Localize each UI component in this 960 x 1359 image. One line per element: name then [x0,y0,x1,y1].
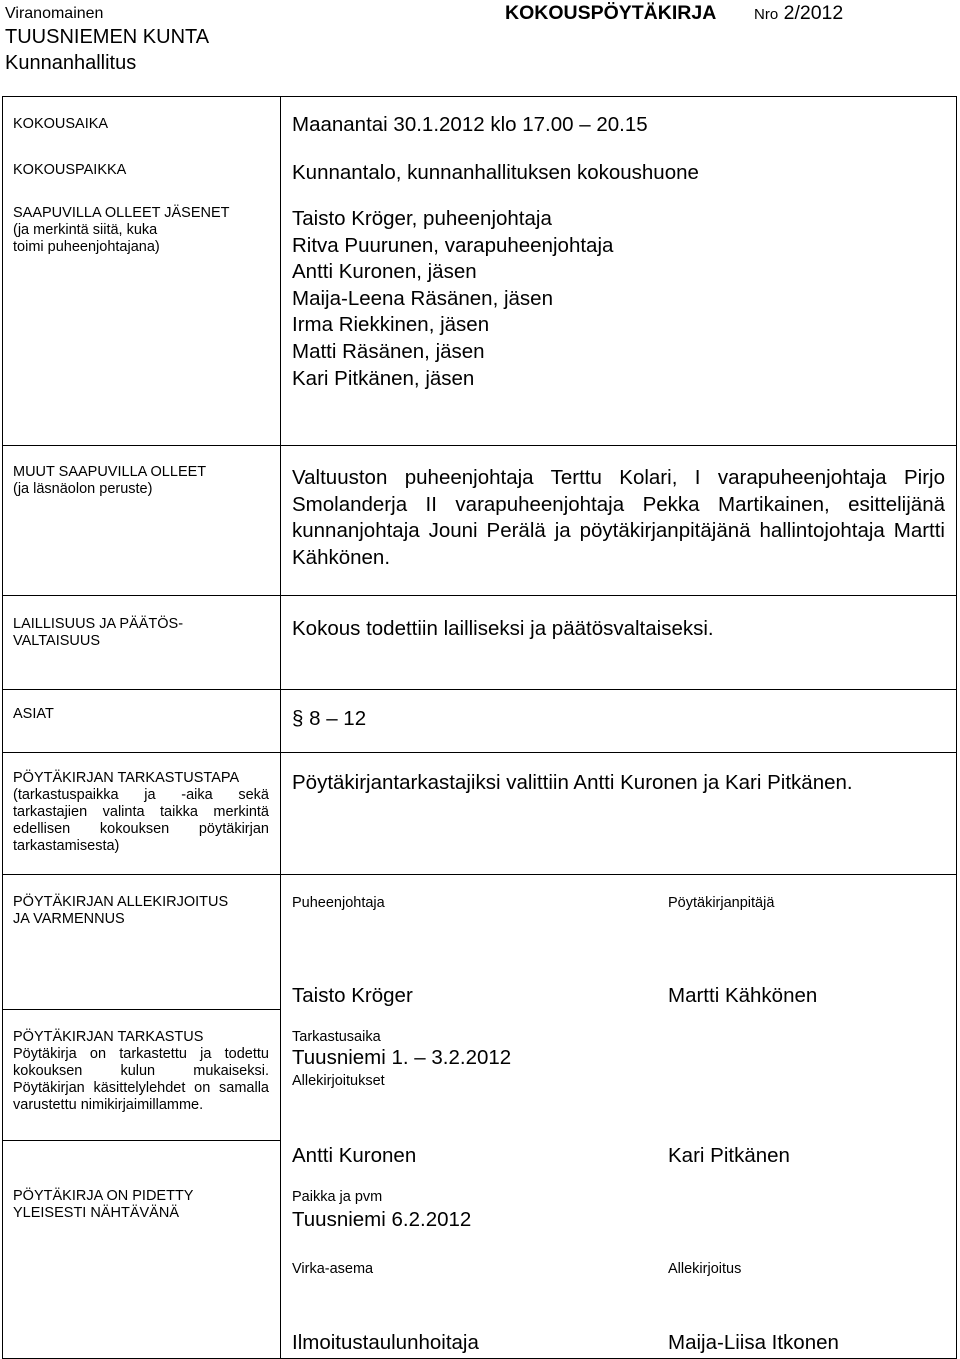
review-method-note: (tarkastuspaikka ja -aika sekä tarkastajien valinta taikka merkintä edellisen kokouksen pöytäkirjan tarkastamisesta) [13,787,269,854]
secretary-name: Martti Kähkönen [668,984,818,1007]
place-date-label: Paikka ja pvm [292,1189,383,1205]
inspection-signatures-label: Allekirjoitukset [292,1073,385,1089]
row-divider-7 [2,1140,280,1141]
document-number [754,2,843,26]
inspector-1-name: Antti Kuronen [292,1144,417,1167]
legality-value: Kokous todettiin lailliseksi ja päätösvaltaiseksi. [292,617,714,640]
municipality-name: TUUSNIEMEN KUNTA [5,26,210,48]
legality-label-line: VALTAISUUS [13,633,101,649]
members-present-label-line: SAAPUVILLA OLLEET JÄSENET [13,205,230,221]
chair-name: Taisto Kröger [292,984,413,1007]
inspection-time-label: Tarkastusaika [292,1029,381,1045]
review-method-label: PÖYTÄKIRJAN TARKASTUSTAPA [13,770,240,786]
section-sign-icon: § [292,707,304,730]
member-entry: Kari Pitkänen, jäsen [292,366,475,390]
public-display-label-line: PÖYTÄKIRJA ON PIDETTY [13,1188,194,1204]
document-type: KOKOUSPÖYTÄKIRJA [505,2,717,24]
chair-role-label: Puheenjohtaja [292,895,385,911]
row-divider-3 [2,689,957,690]
meeting-time-label: KOKOUSAIKA [13,116,109,132]
board-name: Kunnanhallitus [5,52,137,74]
position-label: Virka-asema [292,1261,374,1277]
row-divider-1 [2,445,957,446]
member-entry: Irma Riekkinen, jäsen [292,313,490,337]
agenda-items-range: 8 – 12 [309,707,367,730]
signer-name: Maija-Liisa Itkonen [668,1331,839,1354]
member-entry: Taisto Kröger, puheenjohtaja [292,207,552,230]
member-entry: Matti Räsänen, jäsen [292,339,485,363]
signatures-label-line: JA VARMENNUS [13,911,125,927]
row-divider-5 [2,874,957,875]
signatures-label-line: PÖYTÄKIRJAN ALLEKIRJOITUS [13,894,229,910]
members-present-list [292,206,613,392]
others-present-label-line: (ja läsnäolon peruste) [13,481,153,497]
members-present-label [13,205,230,256]
signature-label: Allekirjoitus [668,1261,742,1277]
public-display-label-line: YLEISESTI NÄHTÄVÄNÄ [13,1205,179,1221]
others-present-label-line: MUUT SAAPUVILLA OLLEET [13,464,207,480]
member-entry: Antti Kuronen, jäsen [292,260,477,284]
meeting-place-value: Kunnantalo, kunnanhallituksen kokoushuone [292,161,699,184]
agenda-items-label: ASIAT [13,706,54,722]
legality-label [13,616,183,650]
member-entry: Maija-Leena Räsänen, jäsen [292,286,553,310]
others-present-label [13,464,206,498]
inspection-note: Pöytäkirja on tarkastettu ja todettu kokouksen kulun mukaiseksi. Pöytäkirjan käsittelylehdet on samalla varustettu nimikirjaimillamme. [13,1046,269,1113]
public-display-label [13,1188,193,1222]
number-value: 2/2012 [783,2,844,24]
row-divider-4 [2,752,957,753]
meeting-time-value: Maanantai 30.1.2012 klo 17.00 – 20.15 [292,113,648,136]
review-method-value: Pöytäkirjantarkastajiksi valittiin Antti Kuronen ja Kari Pitkänen. [292,771,853,794]
inspection-time-value: Tuusniemi 1. – 3.2.2012 [292,1046,512,1069]
others-present-text: Valtuuston puheenjohtaja Terttu Kolari, I varapuheenjohtaja Pirjo Smolanderja II varapuheenjohtaja Pekka Martikainen, esittelijänä kunnanjohtaja Jouni Perälä ja pöytäkirjanpitäjänä hallintojohtaja Martti Kähkönen. [292,466,945,569]
authority-label: Viranomainen [5,5,104,22]
number-label: Nro [754,6,779,23]
signatures-label [13,894,228,928]
meeting-place-label: KOKOUSPAIKKA [13,162,127,178]
position-value: Ilmoitustaulunhoitaja [292,1331,479,1354]
members-present-label-line: (ja merkintä siitä, kuka [13,222,158,238]
member-entry: Ritva Puurunen, varapuheenjohtaja [292,233,614,257]
row-divider-2 [2,595,957,596]
agenda-items-value [292,706,366,733]
legality-label-line: LAILLISUUS JA PÄÄTÖS- [13,616,184,632]
inspection-label: PÖYTÄKIRJAN TARKASTUS [13,1029,204,1045]
inspector-2-name: Kari Pitkänen [668,1144,790,1167]
place-date-value: Tuusniemi 6.2.2012 [292,1208,472,1231]
members-present-label-line: toimi puheenjohtajana) [13,239,160,255]
column-divider [280,96,281,1359]
secretary-role-label: Pöytäkirjanpitäjä [668,895,775,911]
row-divider-6 [2,1009,280,1010]
